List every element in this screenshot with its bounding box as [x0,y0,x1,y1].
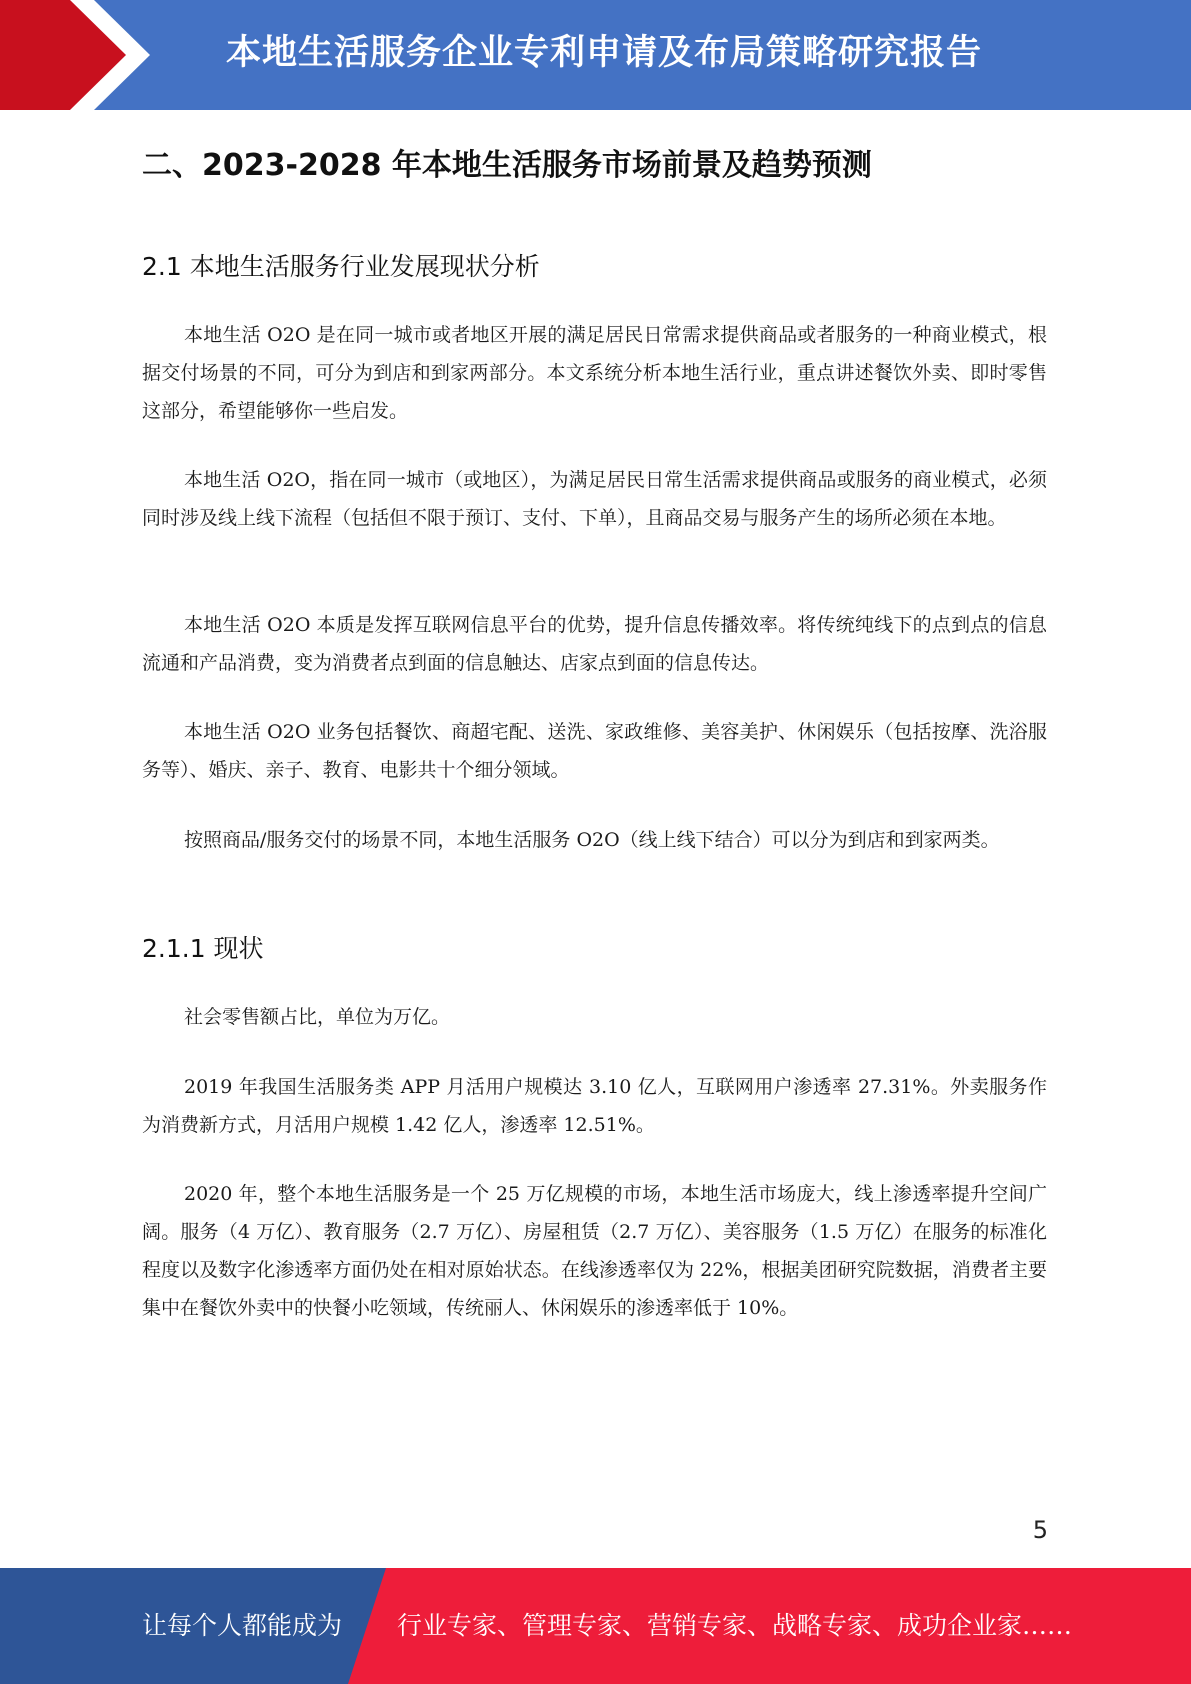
page-number: 5 [1032,1516,1048,1544]
subsubsection-heading: 2.1.1 现状 [142,934,264,963]
header-banner [0,0,1191,110]
paragraph: 本地生活 O2O 本质是发挥互联网信息平台的优势，提升信息传播效率。将传统纯线下的点到点的信息流通和产品消费，变为消费者点到面的信息触达、店家点到面的信息传达。 [142,614,1047,674]
footer-slogan-right: 行业专家、管理专家、营销专家、战略专家、成功企业家…… [397,1611,1073,1640]
paragraph: 本地生活 O2O，指在同一城市（或地区），为满足居民日常生活需求提供商品或服务的商业模式，必须同时涉及线上线下流程（包括但不限于预订、支付、下单），且商品交易与服务产生的场所必须在本地。 [142,469,1047,529]
footer-banner [0,1568,1191,1684]
section-heading: 二、2023-2028 年本地生活服务市场前景及趋势预测 [142,148,872,183]
report-title: 本地生活服务企业专利申请及布局策略研究报告 [226,33,983,73]
subsection-heading: 2.1 本地生活服务行业发展现状分析 [142,252,540,281]
paragraph: 本地生活 O2O 是在同一城市或者地区开展的满足居民日常需求提供商品或者服务的一种商业模式，根据交付场景的不同，可分为到店和到家两部分。本文系统分析本地生活行业，重点讲述餐饮外卖、即时零售这部分，希望能够你一些启发。 [142,324,1047,422]
header-arrow-icon [0,0,160,110]
paragraph: 2019 年我国生活服务类 APP 月活用户规模达 3.10 亿人，互联网用户渗透率 27.31%。外卖服务作为消费新方式，月活用户规模 1.42 亿人，渗透率 12.51%。 [142,1076,1047,1136]
footer-slogan-left: 让每个人都能成为 [142,1611,343,1640]
paragraph: 本地生活 O2O 业务包括餐饮、商超宅配、送洗、家政维修、美容美护、休闲娱乐（包括按摩、洗浴服务等）、婚庆、亲子、教育、电影共十个细分领域。 [142,721,1047,781]
paragraph: 2020 年，整个本地生活服务是一个 25 万亿规模的市场，本地生活市场庞大，线上渗透率提升空间广阔。服务（4 万亿）、教育服务（2.7 万亿）、房屋租赁（2.7 万亿）、美容服务（1.5 万亿）在服务的标准化程度以及数字化渗透率方面仍处在相对原始状态。在线渗透率仅为 22%，根据美团研究院数据，消费者主要集中在餐饮外卖中的快餐小吃领域，传统丽人、休闲娱乐的渗透率低于 10%。 [142,1183,1047,1319]
paragraph: 社会零售额占比，单位为万亿。 [184,1006,451,1028]
paragraph: 按照商品/服务交付的场景不同，本地生活服务 O2O（线上线下结合）可以分为到店和到家两类。 [184,829,1000,851]
